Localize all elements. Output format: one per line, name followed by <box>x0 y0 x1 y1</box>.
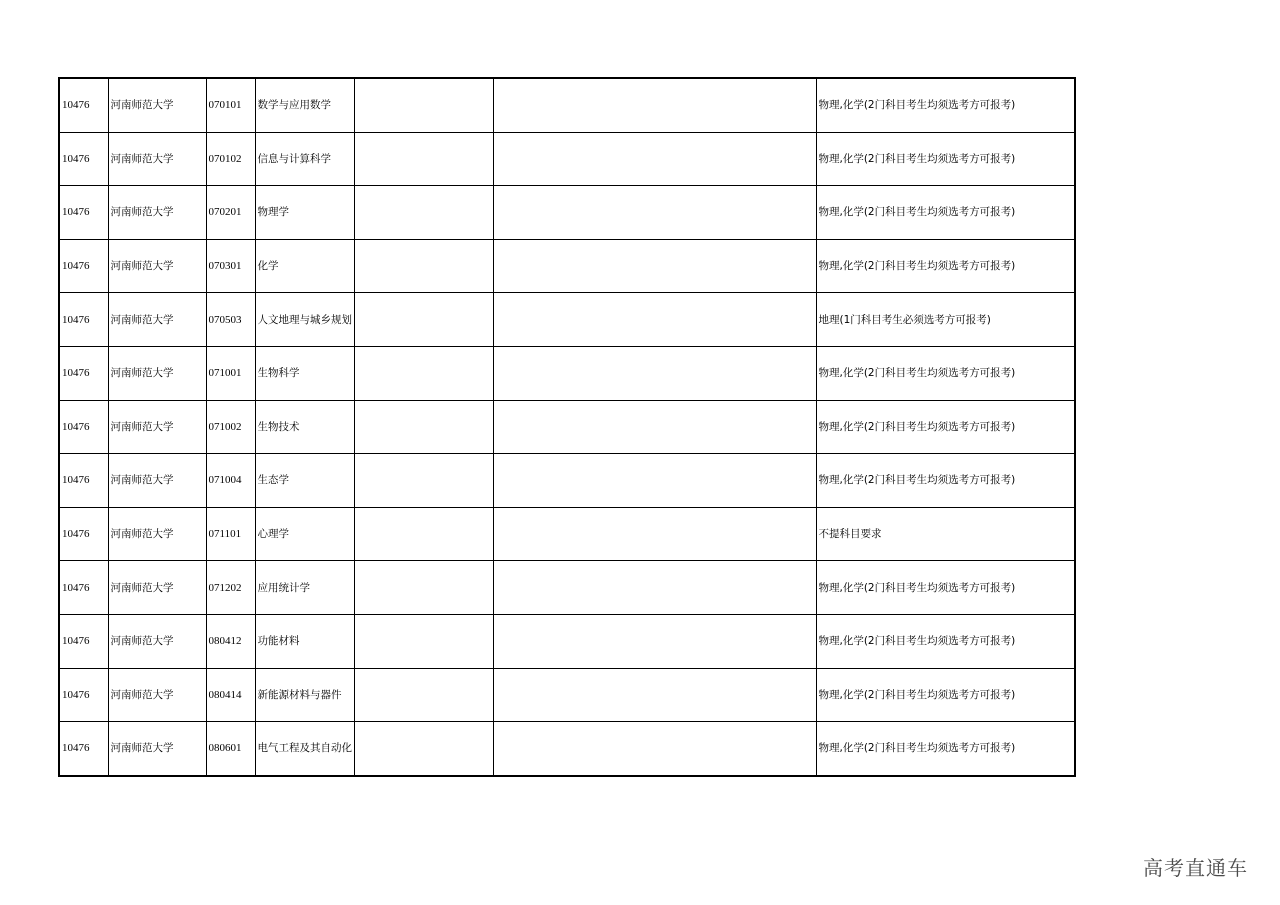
major-code-cell: 071004 <box>206 454 255 508</box>
major-name-cell: 信息与计算科学 <box>255 132 354 186</box>
school-code-cell: 10476 <box>59 78 108 132</box>
major-name-cell: 功能材料 <box>255 614 354 668</box>
empty-cell <box>493 507 816 561</box>
empty-cell <box>354 561 493 615</box>
subject-requirement-cell: 物理,化学(2门科目考生均须选考方可报考) <box>816 346 1075 400</box>
subject-requirements-table <box>58 77 1076 777</box>
empty-cell <box>493 614 816 668</box>
empty-cell <box>493 722 816 776</box>
empty-cell <box>493 346 816 400</box>
watermark-text: 高考直通车 <box>1143 856 1248 880</box>
subject-requirement-cell: 物理,化学(2门科目考生均须选考方可报考) <box>816 668 1075 722</box>
major-name-cell: 心理学 <box>255 507 354 561</box>
table-row <box>59 722 1075 776</box>
school-code-cell: 10476 <box>59 614 108 668</box>
empty-cell <box>354 132 493 186</box>
school-name-cell: 河南师范大学 <box>108 614 206 668</box>
major-code-cell: 070503 <box>206 293 255 347</box>
subject-requirement-cell: 物理,化学(2门科目考生均须选考方可报考) <box>816 239 1075 293</box>
table-row <box>59 186 1075 240</box>
school-code-cell: 10476 <box>59 400 108 454</box>
major-code-cell: 080412 <box>206 614 255 668</box>
empty-cell <box>354 454 493 508</box>
empty-cell <box>493 186 816 240</box>
school-name-cell: 河南师范大学 <box>108 400 206 454</box>
subject-requirement-cell: 地理(1门科目考生必须选考方可报考) <box>816 293 1075 347</box>
major-name-cell: 化学 <box>255 239 354 293</box>
empty-cell <box>493 293 816 347</box>
major-name-cell: 新能源材料与器件 <box>255 668 354 722</box>
major-name-cell: 生物科学 <box>255 346 354 400</box>
empty-cell <box>354 186 493 240</box>
empty-cell <box>493 668 816 722</box>
subject-requirement-cell: 不提科目要求 <box>816 507 1075 561</box>
subject-requirement-cell: 物理,化学(2门科目考生均须选考方可报考) <box>816 400 1075 454</box>
empty-cell <box>354 614 493 668</box>
subject-requirement-cell: 物理,化学(2门科目考生均须选考方可报考) <box>816 454 1075 508</box>
school-name-cell: 河南师范大学 <box>108 561 206 615</box>
major-code-cell: 071002 <box>206 400 255 454</box>
table-row <box>59 668 1075 722</box>
subject-requirement-cell: 物理,化学(2门科目考生均须选考方可报考) <box>816 614 1075 668</box>
school-code-cell: 10476 <box>59 239 108 293</box>
empty-cell <box>493 78 816 132</box>
table-row <box>59 346 1075 400</box>
school-name-cell: 河南师范大学 <box>108 668 206 722</box>
table-row <box>59 132 1075 186</box>
table-body <box>59 78 1075 776</box>
school-code-cell: 10476 <box>59 132 108 186</box>
table-row <box>59 78 1075 132</box>
school-name-cell: 河南师范大学 <box>108 186 206 240</box>
major-name-cell: 物理学 <box>255 186 354 240</box>
major-name-cell: 数学与应用数学 <box>255 78 354 132</box>
table-row <box>59 400 1075 454</box>
school-name-cell: 河南师范大学 <box>108 507 206 561</box>
subject-requirement-cell: 物理,化学(2门科目考生均须选考方可报考) <box>816 722 1075 776</box>
table-row <box>59 239 1075 293</box>
empty-cell <box>493 239 816 293</box>
school-code-cell: 10476 <box>59 186 108 240</box>
empty-cell <box>493 132 816 186</box>
empty-cell <box>493 561 816 615</box>
major-code-cell: 070201 <box>206 186 255 240</box>
empty-cell <box>354 293 493 347</box>
empty-cell <box>493 454 816 508</box>
school-code-cell: 10476 <box>59 722 108 776</box>
school-name-cell: 河南师范大学 <box>108 78 206 132</box>
empty-cell <box>354 722 493 776</box>
major-code-cell: 071001 <box>206 346 255 400</box>
empty-cell <box>354 78 493 132</box>
major-code-cell: 070301 <box>206 239 255 293</box>
school-name-cell: 河南师范大学 <box>108 454 206 508</box>
school-name-cell: 河南师范大学 <box>108 293 206 347</box>
school-code-cell: 10476 <box>59 454 108 508</box>
major-name-cell: 生物技术 <box>255 400 354 454</box>
table-row <box>59 561 1075 615</box>
empty-cell <box>354 346 493 400</box>
empty-cell <box>354 668 493 722</box>
subject-requirement-cell: 物理,化学(2门科目考生均须选考方可报考) <box>816 132 1075 186</box>
table-row <box>59 507 1075 561</box>
major-code-cell: 070102 <box>206 132 255 186</box>
major-code-cell: 080414 <box>206 668 255 722</box>
empty-cell <box>354 239 493 293</box>
table-row <box>59 454 1075 508</box>
school-name-cell: 河南师范大学 <box>108 239 206 293</box>
school-code-cell: 10476 <box>59 346 108 400</box>
school-name-cell: 河南师范大学 <box>108 722 206 776</box>
table-row <box>59 293 1075 347</box>
subject-requirement-cell: 物理,化学(2门科目考生均须选考方可报考) <box>816 561 1075 615</box>
school-code-cell: 10476 <box>59 668 108 722</box>
major-code-cell: 071202 <box>206 561 255 615</box>
empty-cell <box>493 400 816 454</box>
school-name-cell: 河南师范大学 <box>108 132 206 186</box>
subject-requirement-cell: 物理,化学(2门科目考生均须选考方可报考) <box>816 186 1075 240</box>
empty-cell <box>354 400 493 454</box>
major-name-cell: 应用统计学 <box>255 561 354 615</box>
major-code-cell: 071101 <box>206 507 255 561</box>
major-name-cell: 人文地理与城乡规划 <box>255 293 354 347</box>
school-code-cell: 10476 <box>59 507 108 561</box>
major-name-cell: 生态学 <box>255 454 354 508</box>
school-code-cell: 10476 <box>59 561 108 615</box>
empty-cell <box>354 507 493 561</box>
subject-requirement-cell: 物理,化学(2门科目考生均须选考方可报考) <box>816 78 1075 132</box>
major-name-cell: 电气工程及其自动化 <box>255 722 354 776</box>
table-row <box>59 614 1075 668</box>
major-code-cell: 070101 <box>206 78 255 132</box>
school-code-cell: 10476 <box>59 293 108 347</box>
major-code-cell: 080601 <box>206 722 255 776</box>
school-name-cell: 河南师范大学 <box>108 346 206 400</box>
